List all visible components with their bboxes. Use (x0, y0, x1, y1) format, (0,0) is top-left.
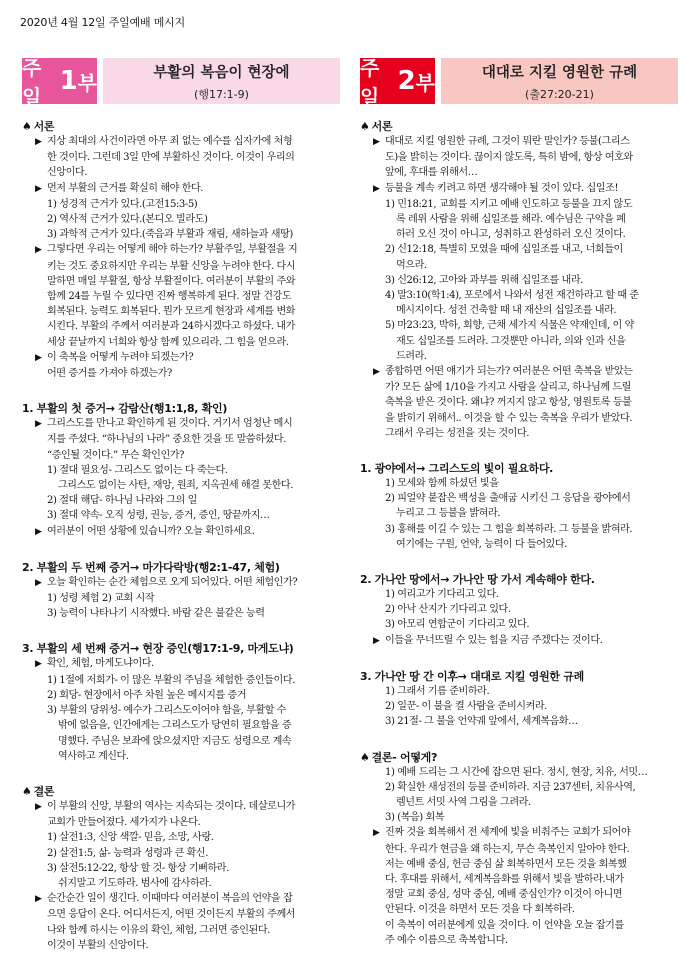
section-heading (360, 118, 678, 134)
line-text: 시킨다. 부활의 주께서 여러분과 24하시겠다고 하셨다. 내가 (47, 321, 295, 333)
text-line (360, 842, 678, 857)
text-line (22, 673, 340, 688)
line-text: 진짜 것을 회복해서 전 세계에 빛을 비춰주는 교회가 되어야 (385, 827, 631, 839)
text-line (360, 602, 678, 617)
spacer (22, 381, 340, 395)
line-text: 교회가 만들어졌다. 세가지가 나온다. (47, 817, 201, 829)
text-line (360, 476, 678, 491)
line-text: 명했다. 주님은 보좌에 앉으셨지만 지금도 성령으로 계속 (58, 735, 292, 747)
line-text: 3) 절대 약속- 오직 성령, 권능, 증거, 증인, 땅끝까지… (47, 510, 270, 522)
line-text: 2) 절대 해답- 하나님 나라와 그의 일 (47, 495, 197, 507)
line-text: 이들을 무너뜨릴 수 있는 힘을 지금 주겠다는 것이다. (385, 634, 603, 646)
section-heading (22, 400, 340, 416)
text-line (360, 380, 678, 395)
text-line (360, 522, 678, 537)
bullet-arrow-icon: ▶ (35, 419, 42, 430)
line-text: 어떤 증거를 가져야 하겠는가? (47, 368, 172, 380)
line-text: 정말 교회 중심, 성막 중심, 예배 중심인가? 이것이 아니면 (385, 889, 623, 901)
bullet-arrow-icon: ▶ (373, 137, 380, 147)
line-text: 이것이 부활의 신앙이다. (47, 939, 149, 951)
line-text: 1) 성령 체험 2) 교회 시작 (47, 593, 155, 605)
sermon-title-box (103, 58, 340, 104)
text-line (360, 273, 678, 288)
text-line (360, 411, 678, 426)
text-line (22, 319, 340, 334)
tag-number: 1 (59, 66, 78, 96)
line-text: 4) 말3:10(학1:4), 포로에서 나와서 성전 재건하라고 할 때 준 (385, 290, 639, 302)
bullet-arrow-icon: ▶ (373, 183, 380, 194)
section-heading (22, 559, 340, 575)
bullet-arrow-icon: ▶ (35, 659, 42, 670)
line-text: 한다. 우리가 현금을 왜 하는지, 무슨 축복인지 알아야 한다. (385, 843, 630, 855)
section-heading-text: 3. 가나안 땅 간 이후→ 대대로 지킬 영원한 규례 (360, 669, 584, 683)
text-line (22, 181, 340, 197)
bullet-arrow-icon: ▶ (35, 577, 42, 588)
spacer (22, 764, 340, 778)
column-service-2 (360, 58, 678, 948)
text-line (22, 703, 340, 718)
line-text: 1) 절대 필요성- 그리스도 없이는 다 죽는다. (47, 464, 228, 476)
text-line (360, 258, 678, 273)
text-line (22, 799, 340, 815)
line-text: 이 축복이 여러분에게 있을 것이다. 이 언약을 오늘 잡기를 (385, 919, 624, 931)
line-text: 신앙이다. (47, 167, 87, 179)
line-text: 2) 회당- 현장에서 아주 차원 높은 메시지를 증거 (47, 689, 247, 701)
line-text: 3) 신26:12, 고아와 과부를 위해 십일조를 내라. (385, 274, 583, 286)
text-line (22, 606, 340, 621)
text-line (22, 335, 340, 350)
line-text: 1) 예배 드리는 그 시간에 잡으면 된다. 정시, 현장, 치유, 서밋… (385, 766, 648, 778)
bullet-arrow-icon: ▶ (35, 137, 42, 147)
section-heading (360, 749, 678, 765)
line-text: 5) 마23:23, 박하, 회향, 근채 세가지 식물은 약재인데, 이 약 (385, 320, 634, 332)
text-line (360, 887, 678, 902)
line-text: 그리스도를 만나고 확인하게 된 것이다. 거기서 엄청난 메시 (47, 418, 293, 430)
line-text: 3) 살전5:12-22, 항상 할 것- 항상 기뻐하라. (47, 862, 229, 874)
text-line (360, 491, 678, 506)
text-line (22, 923, 340, 938)
spacer (360, 552, 678, 566)
text-line (360, 165, 678, 180)
text-line (22, 493, 340, 508)
text-line (360, 197, 678, 212)
line-text: 지상 최대의 사건이라면 아무 죄 없는 예수를 십자가에 처형 (47, 136, 293, 147)
section-heading (22, 783, 340, 799)
line-text: 1) 민18:21, 교회를 지키고 예배 인도하고 등불을 끄지 않도 (385, 198, 633, 210)
text-line (360, 714, 678, 729)
line-text: 대대로 지킬 영원한 규례, 그것이 뭐란 말인가? 등불(그리스 (385, 136, 630, 147)
text-line (22, 242, 340, 258)
sermon-reference: (행17:1-9) (194, 87, 249, 101)
line-text: 도)을 밝히는 것이다. 끊이지 않도록, 특히 밤에, 항상 여호와 (385, 152, 633, 164)
line-text: 저는 예배 중심, 헌금 중심 삶 회복하면서 모든 것을 회복했 (385, 858, 627, 870)
text-line (22, 478, 340, 493)
line-text: 드려라. (396, 350, 427, 362)
line-text: 이 부활의 신앙, 부활의 역사는 지속되는 것이다. 데살로니가 (47, 800, 296, 812)
text-line (22, 891, 340, 907)
bullet-arrow-icon: ▶ (373, 635, 380, 646)
line-text: 렘넌트 서밋 사역 그림을 그려라. (396, 796, 531, 808)
spacer (22, 621, 340, 635)
line-text: “증인될 것이다.” 무슨 확인인가? (47, 449, 185, 461)
text-line (360, 617, 678, 632)
text-line (22, 524, 340, 540)
line-text: 종합하면 어떤 얘기가 되는가? 여러분은 어떤 축복을 받았는 (385, 366, 633, 378)
tag-prefix: 주일 (22, 56, 42, 109)
text-line (22, 846, 340, 861)
line-text: 1) 모세와 함께 하셨던 빛을 (385, 478, 499, 490)
line-text: 2) 일꾼- 이 불을 켤 사람을 준비시켜라. (385, 701, 547, 713)
line-text: 지를 주셨다. “하나님의 나라” 중요한 것을 또 말씀하셨다. (47, 434, 286, 446)
bullet-arrow-icon: ▶ (35, 526, 42, 537)
text-line (360, 364, 678, 380)
line-text: 여기에는 구원, 언약, 능력이 다 들어있다. (396, 538, 567, 550)
sermon-title: 대대로 지킬 영원한 규례 (481, 64, 638, 81)
service-tag (22, 56, 97, 109)
bullet-arrow-icon: ▶ (35, 801, 42, 812)
text-line (360, 825, 678, 841)
text-line (360, 318, 678, 333)
line-text: 2) 살전1:5, 삶- 능력과 성령과 큰 확신. (47, 847, 208, 859)
line-text: 안된다. 이것을 하면서 모든 것을 다 회복하라. (385, 904, 575, 916)
text-line (22, 165, 340, 180)
text-line (22, 212, 340, 227)
column-service-1 (22, 58, 340, 953)
line-text: 앞에, 후대를 위해서… (385, 167, 478, 179)
text-line (360, 349, 678, 364)
line-text: 축복을 받은 것이다. 왜냐? 꺼지지 않고 항상, 영원토록 등불 (385, 397, 632, 409)
line-text: 메시지이다. 성전 건축할 때 내 재산의 십일조를 내라. (396, 305, 617, 317)
text-line (360, 288, 678, 303)
section-heading (22, 118, 340, 134)
line-text: 누리고 그 등불을 밝혀라. (396, 508, 501, 520)
text-line (360, 303, 678, 318)
line-text: 3) 능력이 나타나기 시작했다. 바람 같은 불같은 능력 (47, 608, 265, 620)
tag-number: 2 (397, 66, 416, 96)
text-line (22, 432, 340, 447)
text-line (360, 537, 678, 552)
line-text: 1) 성경적 근거가 있다.(고전15:3-5) (47, 198, 198, 210)
sermon-title: 부활의 복음이 현장에 (153, 64, 290, 81)
text-line (360, 933, 678, 948)
tag-suffix: 부 (415, 70, 435, 95)
section-heading-text: 1. 부활의 첫 증거→ 감람산(행1:1,8, 확인) (22, 402, 228, 416)
text-line (22, 830, 340, 845)
line-text: 주 예수 이름으로 축복합니다. (385, 934, 508, 946)
text-line (360, 684, 678, 699)
text-line (360, 699, 678, 714)
section-heading-text: 결론- 어떻게? (371, 750, 438, 764)
line-text: 2) 확실한 새성전의 등불 준비하라. 지금 237센터, 치유사역, (385, 781, 636, 793)
line-text: 먼저 부활의 근거를 확실히 해야 한다. (47, 182, 204, 194)
line-text: 한 것이다. 그런데 3일 만에 부활하신 것이다. 이것이 우리의 (47, 152, 295, 164)
text-line (22, 688, 340, 703)
section-heading (360, 668, 678, 684)
tag-suffix: 부 (77, 70, 97, 95)
sermon-reference: (출27:20-21) (525, 87, 594, 101)
text-line (360, 426, 678, 441)
line-text: 으면 응답이 온다. 어디서든지, 어떤 것이든지 부활의 주께서 (47, 909, 296, 921)
section-heading (22, 640, 340, 656)
text-line (22, 749, 340, 764)
text-line (22, 907, 340, 922)
text-line (22, 463, 340, 478)
line-text: 재도 십일조를 드려라. 그것뿐만 아니라, 의와 인과 신을 (396, 335, 626, 347)
bullet-arrow-icon: ▶ (373, 828, 380, 839)
line-text: 먹으라. (396, 259, 427, 271)
line-text: 2) 피얼약 붙잡은 백성을 출애굽 시키신 그 응답을 광야에서 (385, 493, 631, 505)
section-heading-text: 2. 가나안 땅에서→ 가나안 땅 가서 계속해야 한다. (360, 573, 595, 587)
line-text: 여러분이 어떤 상황에 있습니까? 오늘 확인하세요. (47, 525, 255, 537)
line-text: 이 축복을 어떻게 누려야 되겠는가? (47, 351, 194, 363)
text-line (360, 795, 678, 810)
text-line (22, 718, 340, 733)
line-text: 회복된다. 능력도 회복된다. 뭔가 모르게 현장과 세계를 변화 (47, 306, 296, 318)
line-text: 세상 끝날까지 너희와 항상 함께 있으리라. 그 힘을 얻으라. (47, 336, 289, 348)
line-text: 을 밝히기 위해서.. 이것을 할 수 있는 축복을 우리가 받았다. (385, 412, 633, 424)
section-heading-text: 서론 (33, 120, 55, 133)
text-line (22, 938, 340, 953)
text-line (22, 304, 340, 319)
text-line (22, 508, 340, 523)
text-line (22, 366, 340, 381)
line-text: 쉬지말고 기도하라. 범사에 감사하라. (58, 877, 212, 889)
text-line (22, 134, 340, 150)
line-text: 3) 부활의 당위성- 예수가 그리스도이어야 함을, 부활할 수 (47, 705, 287, 717)
line-text: 하러 오신 것이 아니고, 성취하고 완성하러 오신 것이다. (396, 229, 626, 241)
line-text: 2) 아낙 산지가 기다리고 있다. (385, 604, 511, 616)
spacer (360, 730, 678, 744)
line-text: 말하면 매일 부활절, 항상 부활절이다. 여러분이 부활의 주와 (47, 275, 296, 287)
line-text: 등불을 계속 키려고 하면 생각해야 될 것이 있다. 십일조! (385, 182, 619, 194)
text-line (22, 416, 340, 432)
line-text: 그리스도 없이는 사탄, 재앙, 원죄, 지옥권세 해결 못한다. (58, 480, 293, 492)
text-line (22, 197, 340, 212)
text-line (360, 918, 678, 933)
text-line (360, 810, 678, 825)
line-text: 2) 신12:18, 특별히 모였을 때에 십일조를 내고, 너희들이 (385, 244, 623, 256)
line-text: 확인, 체험, 마게도냐이다. (47, 658, 154, 670)
sermon-body (22, 118, 340, 953)
text-line (360, 872, 678, 887)
bullet-arrow-icon: ▶ (35, 352, 42, 363)
line-text: 1) 1절에 저희가- 이 많은 부활의 주님을 체험한 증인들이다. (47, 674, 295, 686)
section-heading-text: 서론 (371, 120, 393, 133)
text-line (360, 633, 678, 649)
line-text: 다. 후대를 위해서, 세계복음화를 위해서 빛을 발하라.내가 (385, 873, 624, 885)
text-line (360, 227, 678, 242)
section-heading-text: 3. 부활의 세 번째 증거→ 현장 증인(행17:1-9, 마게도냐) (22, 642, 294, 656)
text-line (22, 656, 340, 672)
line-text: 록 레위 사람을 위해 십일조를 해라. 예수님은 구약을 폐 (396, 214, 626, 226)
bullet-arrow-icon: ▶ (35, 183, 42, 194)
text-line (22, 861, 340, 876)
service-header (22, 56, 340, 109)
text-line (22, 815, 340, 830)
line-text: 3) 아모리 연합군이 기다리고 있다. (385, 619, 530, 631)
bullet-arrow-icon: ▶ (35, 894, 42, 905)
text-line (22, 350, 340, 366)
text-line (22, 448, 340, 463)
spacer (360, 441, 678, 455)
text-line (360, 150, 678, 165)
text-line (360, 134, 678, 150)
service-tag (360, 56, 435, 109)
line-text: 함께 24를 누릴 수 있다면 진짜 행복하게 된다. 정말 건강도 (47, 291, 292, 303)
header-date: 2020년 4월 12일 주일예배 메시지 (20, 16, 186, 29)
section-heading-text: 2. 부활의 두 번째 증거→ 마가다락방(행2:1-47, 체험) (22, 560, 280, 574)
text-line (22, 259, 340, 274)
spacer (360, 649, 678, 663)
line-text: 3) 홍해를 이길 수 있는 그 힘을 회복하라. 그 등불을 밝혀라. (385, 523, 633, 535)
text-line (360, 587, 678, 602)
text-line (22, 876, 340, 891)
line-text: 오늘 확인하는 순간 체험으로 오게 되어있다. 어떤 체험인가? (47, 576, 298, 588)
line-text: 밖에 없음을, 인간에게는 그리스도가 당연히 필요함을 증 (58, 720, 292, 732)
text-line (360, 902, 678, 917)
sermon-body (360, 118, 678, 948)
line-text: 3) 21절- 그 불을 언약궤 앞에서, 세계복음화… (385, 716, 578, 728)
text-line (360, 780, 678, 795)
section-heading (360, 571, 678, 587)
text-line (360, 212, 678, 227)
text-line (22, 289, 340, 304)
spade-icon: ♠ (360, 750, 370, 764)
line-text: 1) 살전1:3, 신앙 색깔- 믿음, 소망, 사랑. (47, 832, 214, 844)
spade-icon: ♠ (22, 784, 32, 798)
section-heading (360, 460, 678, 476)
text-line (22, 150, 340, 165)
service-header (360, 56, 678, 109)
line-text: 키는 것도 중요하지만 우리는 부활 신앙을 누려야 한다. 다시 (47, 260, 296, 272)
line-text: 3) (복음) 회복 (385, 812, 445, 824)
spade-icon: ♠ (22, 120, 32, 133)
line-text: 나와 함께 하시는 이유의 확인, 체험, 그러면 증인된다. (47, 924, 270, 936)
text-line (22, 227, 340, 242)
text-line (360, 181, 678, 197)
text-line (360, 242, 678, 257)
text-line (22, 734, 340, 749)
line-text: 1) 그래서 기름 준비하라. (385, 685, 490, 697)
spacer (22, 540, 340, 554)
line-text: 2) 역사적 근거가 있다.(본디오 빌라도) (47, 214, 208, 226)
text-line (22, 575, 340, 591)
spade-icon: ♠ (360, 120, 370, 133)
line-text: 가? 모든 삶에 1/10을 가지고 사람을 살리고, 하나님께 드릴 (385, 382, 631, 394)
line-text: 역사하고 계신다. (58, 750, 129, 762)
line-text: 그렇다면 우리는 어떻게 해야 하는가? 부활주일, 부활절을 지 (47, 244, 298, 256)
line-text: 그래서 우리는 성전을 짓는 것이다. (385, 427, 529, 439)
text-line (360, 395, 678, 410)
tag-prefix: 주일 (360, 56, 380, 109)
text-line (360, 506, 678, 521)
section-heading-text: 1. 광야에서→ 그리스도의 빛이 필요하다. (360, 462, 554, 476)
line-text: 3) 과학적 근거가 있다.(죽음과 부활과 재림, 새하늘과 새땅) (47, 229, 293, 241)
text-line (360, 334, 678, 349)
text-line (22, 591, 340, 606)
section-heading-text: 결론 (33, 784, 55, 798)
sermon-title-box (441, 58, 678, 104)
text-line (22, 274, 340, 289)
bullet-arrow-icon: ▶ (35, 245, 42, 256)
line-text: 순간순간 일이 생긴다. 이때마다 여러분이 복음의 언약을 잡 (47, 893, 293, 905)
text-line (360, 765, 678, 780)
bullet-arrow-icon: ▶ (373, 367, 380, 378)
line-text: 1) 여리고가 기다리고 있다. (385, 589, 499, 601)
text-line (360, 857, 678, 872)
